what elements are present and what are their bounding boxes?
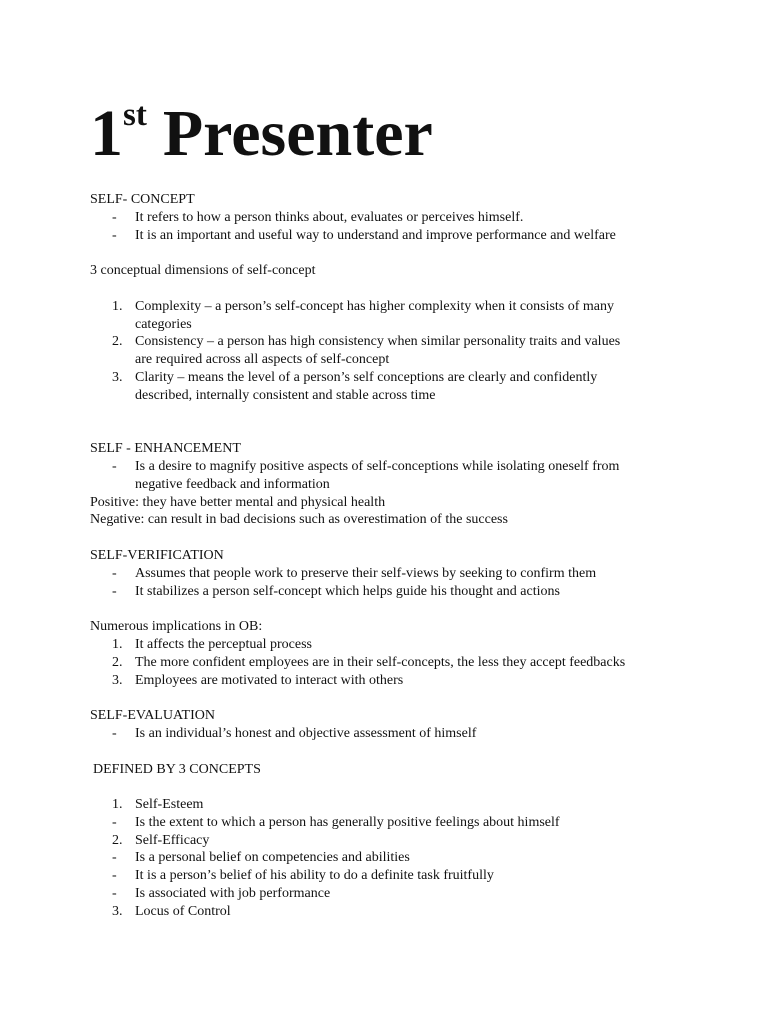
title-superscript: st xyxy=(123,97,147,133)
list-marker: 2. xyxy=(112,832,123,848)
list-item-continuation: categories xyxy=(135,316,192,332)
list-marker: - xyxy=(112,886,117,902)
positive-note: Positive: they have better mental and physical health xyxy=(90,494,386,510)
list-item-text: Is associated with job performance xyxy=(135,886,331,902)
list-item-text: The more confident employees are in their self-concepts, the less they accept feedbacks xyxy=(135,654,626,670)
negative-note: Negative: can result in bad decisions such as overestimation of the success xyxy=(90,512,508,528)
section-heading-self-concept: SELF- CONCEPT xyxy=(90,192,195,207)
list-item xyxy=(90,849,690,867)
list-item xyxy=(90,565,690,583)
list-marker: - xyxy=(112,814,117,830)
list-item xyxy=(90,209,690,227)
title-word: Presenter xyxy=(162,97,433,170)
list-marker: - xyxy=(112,227,117,243)
list-marker: - xyxy=(112,583,117,599)
list-item-text: Employees are motivated to interact with others xyxy=(135,672,404,688)
list-item xyxy=(90,867,690,885)
implications-intro: Numerous implications in OB: xyxy=(90,619,263,635)
list-item-text: It is an important and useful way to understand and improve performance and welfare xyxy=(135,227,616,243)
list-item-text: Self-Esteem xyxy=(135,797,204,813)
list-item-text: Is a desire to magnify positive aspects of self-conceptions while isolating oneself from xyxy=(135,458,620,474)
section-heading-self-verification: SELF-VERIFICATION xyxy=(90,547,224,563)
list-item xyxy=(90,458,690,476)
list-item xyxy=(90,227,690,245)
list-item-text: Locus of Control xyxy=(135,903,231,919)
list-item-text: It stabilizes a person self-concept which helps guide his thought and actions xyxy=(135,583,560,599)
list-item-continuation: described, internally consistent and stable across time xyxy=(135,387,436,403)
list-item xyxy=(90,832,690,850)
list-item-text: Consistency – a person has high consistency when similar personality traits and values xyxy=(135,334,621,350)
list-marker: 2. xyxy=(112,654,123,670)
title-number: 1 xyxy=(90,97,123,170)
list-item xyxy=(90,903,690,921)
section-heading-self-evaluation: SELF-EVALUATION xyxy=(90,708,215,724)
list-item-text: Is an individual’s honest and objective assessment of himself xyxy=(135,725,477,741)
list-item-text: Is a personal belief on competencies and abilities xyxy=(135,850,410,866)
list-item xyxy=(90,885,690,903)
list-item xyxy=(90,333,690,351)
document-body xyxy=(90,191,690,921)
list-marker: - xyxy=(112,565,117,581)
section-heading-self-enhancement: SELF - ENHANCEMENT xyxy=(90,441,241,457)
list-item xyxy=(90,672,690,690)
list-item-text: It affects the perceptual process xyxy=(135,636,312,652)
section-heading-defined: DEFINED BY 3 CONCEPTS xyxy=(93,761,261,777)
list-item xyxy=(90,369,690,387)
list-item xyxy=(90,796,690,814)
list-marker: - xyxy=(112,458,117,474)
list-item-text: Clarity – means the level of a person’s self conceptions are clearly and confidently xyxy=(135,369,598,385)
list-marker: 1. xyxy=(112,636,123,652)
dimensions-intro: 3 conceptual dimensions of self-concept xyxy=(90,263,316,279)
list-marker: 1. xyxy=(112,298,123,314)
list-item-continuation: are required across all aspects of self-concept xyxy=(135,352,390,368)
list-marker: 3. xyxy=(112,369,123,385)
list-marker: 3. xyxy=(112,672,123,688)
list-item xyxy=(90,814,690,832)
page-title xyxy=(90,94,433,174)
list-item-text: Complexity – a person’s self-concept has higher complexity when it consists of many xyxy=(135,298,615,314)
list-marker: 3. xyxy=(112,903,123,919)
list-item-text: Is the extent to which a person has generally positive feelings about himself xyxy=(135,814,560,830)
list-marker: - xyxy=(112,725,117,741)
list-item-text: Self-Efficacy xyxy=(135,832,210,848)
list-marker: - xyxy=(112,868,117,884)
list-item xyxy=(90,298,690,316)
list-marker: 1. xyxy=(112,797,123,813)
list-item xyxy=(90,583,690,601)
list-marker: - xyxy=(112,850,117,866)
list-item-text: It is a person’s belief of his ability to do a definite task fruitfully xyxy=(135,868,494,884)
list-item-text: It refers to how a person thinks about, evaluates or perceives himself. xyxy=(135,209,524,225)
list-marker: - xyxy=(112,209,117,225)
list-item xyxy=(90,725,690,743)
list-item-continuation: negative feedback and information xyxy=(135,476,330,492)
list-item xyxy=(90,654,690,672)
list-item xyxy=(90,636,690,654)
list-marker: 2. xyxy=(112,334,123,350)
list-item-text: Assumes that people work to preserve their self-views by seeking to confirm them xyxy=(135,565,597,581)
